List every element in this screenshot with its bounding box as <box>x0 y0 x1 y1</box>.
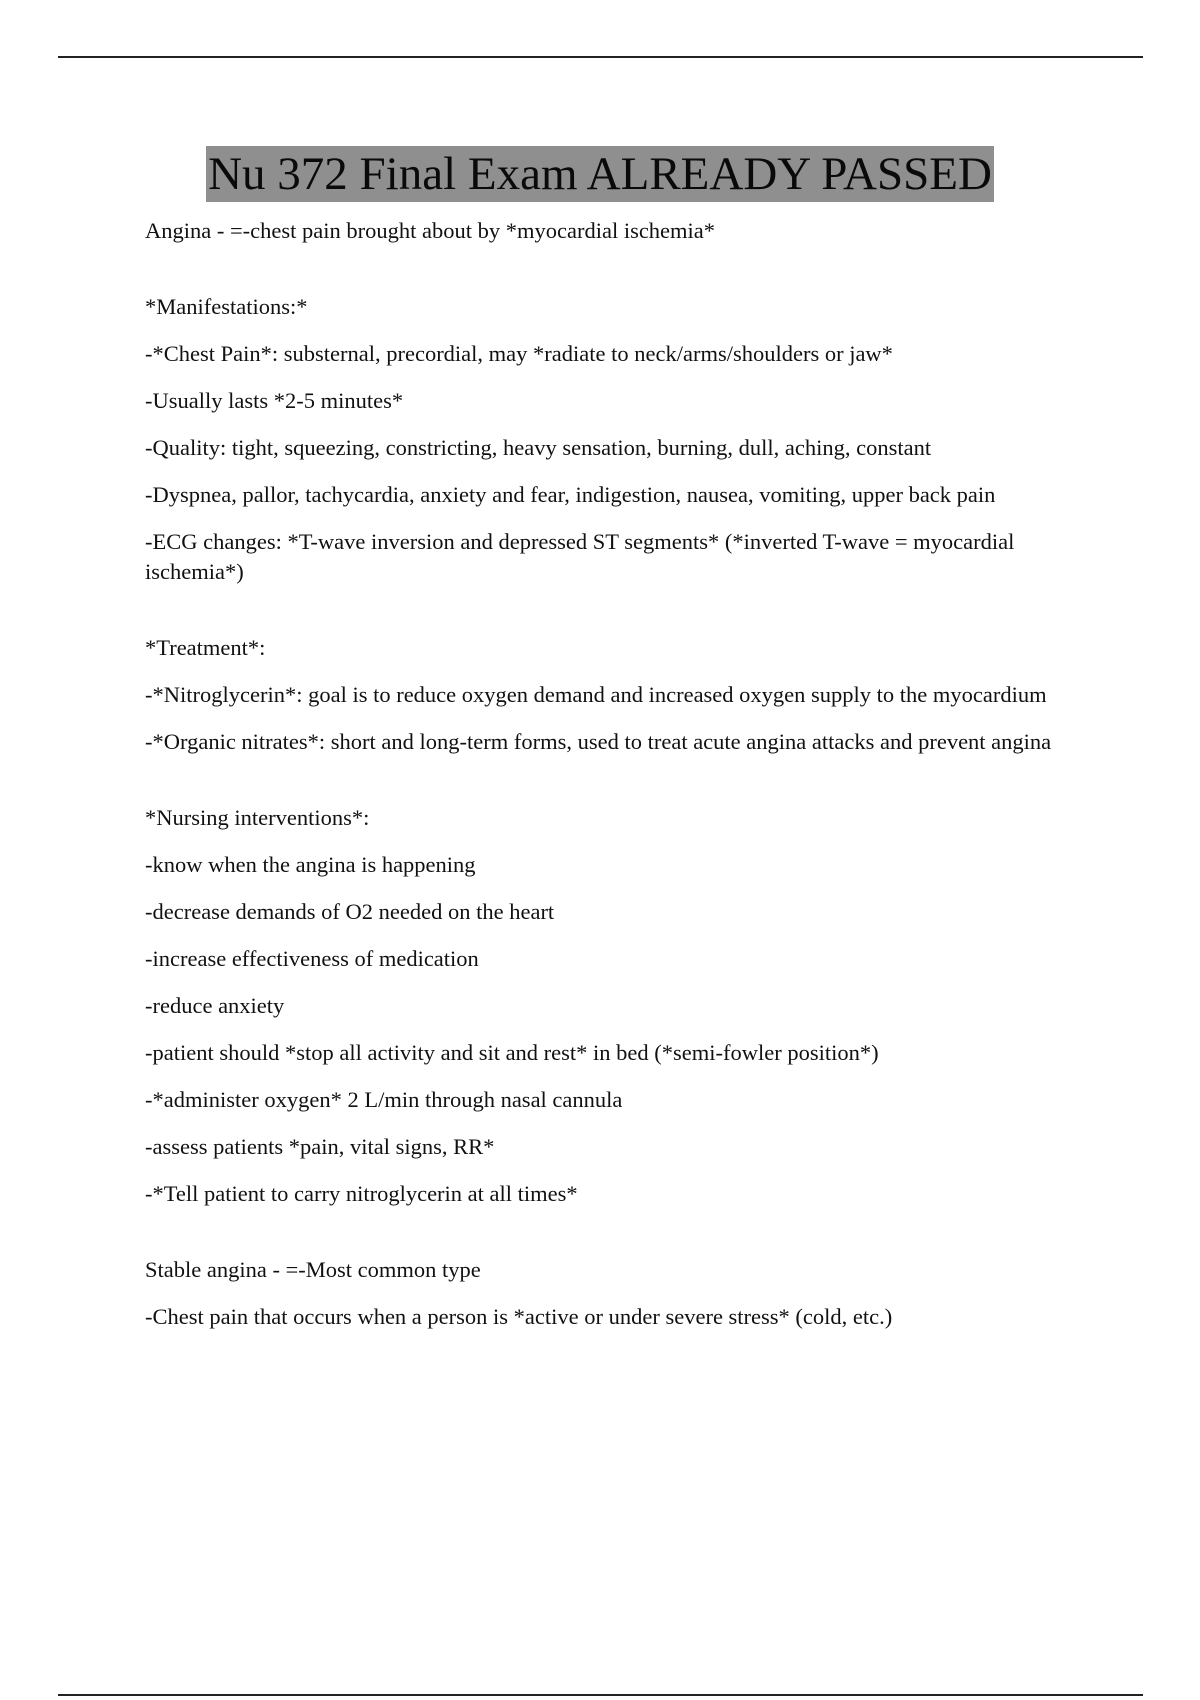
paragraph-chest-pain: -*Chest Pain*: substernal, precordial, may *radiate to neck/arms/shoulders or jaw* <box>145 341 893 366</box>
paragraph-organic-nitrates: -*Organic nitrates*: short and long-term forms, used to treat acute angina attacks and prevent angina <box>145 729 1052 754</box>
paragraph-decrease-demands: -decrease demands of O2 needed on the heart <box>145 899 555 924</box>
heading-nursing-interventions: *Nursing interventions*: <box>145 805 370 830</box>
paragraph-assess-patients: -assess patients *pain, vital signs, RR* <box>145 1134 495 1159</box>
paragraph-angina-definition: Angina - =-chest pain brought about by *myocardial ischemia* <box>145 218 716 243</box>
paragraph-medication: -increase effectiveness of medication <box>145 946 479 971</box>
bottom-rule <box>58 1694 1143 1696</box>
paragraph-ecg-changes: -ECG changes: *T-wave inversion and depressed ST segments* (*inverted T-wave = myocardial ischemia*) <box>145 529 1015 584</box>
document-body <box>145 216 1095 1349</box>
paragraph-quality: -Quality: tight, squeezing, constricting, heavy sensation, burning, dull, aching, constant <box>145 435 932 460</box>
paragraph-stop-activity: -patient should *stop all activity and sit and rest* in bed (*semi-fowler position*) <box>145 1040 879 1065</box>
paragraph-stable-angina: Stable angina - =-Most common type <box>145 1257 481 1282</box>
heading-manifestations: *Manifestations:* <box>145 294 308 319</box>
heading-treatment: *Treatment*: <box>145 635 266 660</box>
paragraph-carry-nitroglycerin: -*Tell patient to carry nitroglycerin at all times* <box>145 1181 578 1206</box>
paragraph-nitroglycerin: -*Nitroglycerin*: goal is to reduce oxygen demand and increased oxygen supply to the myocardium <box>145 682 1047 707</box>
paragraph-reduce-anxiety: -reduce anxiety <box>145 993 285 1018</box>
title-container <box>0 146 1200 202</box>
paragraph-administer-oxygen: -*administer oxygen* 2 L/min through nasal cannula <box>145 1087 623 1112</box>
top-rule <box>58 56 1143 58</box>
paragraph-know-angina: -know when the angina is happening <box>145 852 476 877</box>
paragraph-symptoms: -Dyspnea, pallor, tachycardia, anxiety and fear, indigestion, nausea, vomiting, upper back pain <box>145 482 996 507</box>
document-title: Nu 372 Final Exam ALREADY PASSED <box>208 148 992 200</box>
paragraph-stable-angina-detail: -Chest pain that occurs when a person is *active or under severe stress* (cold, etc.) <box>145 1304 893 1329</box>
paragraph-duration: -Usually lasts *2-5 minutes* <box>145 388 404 413</box>
